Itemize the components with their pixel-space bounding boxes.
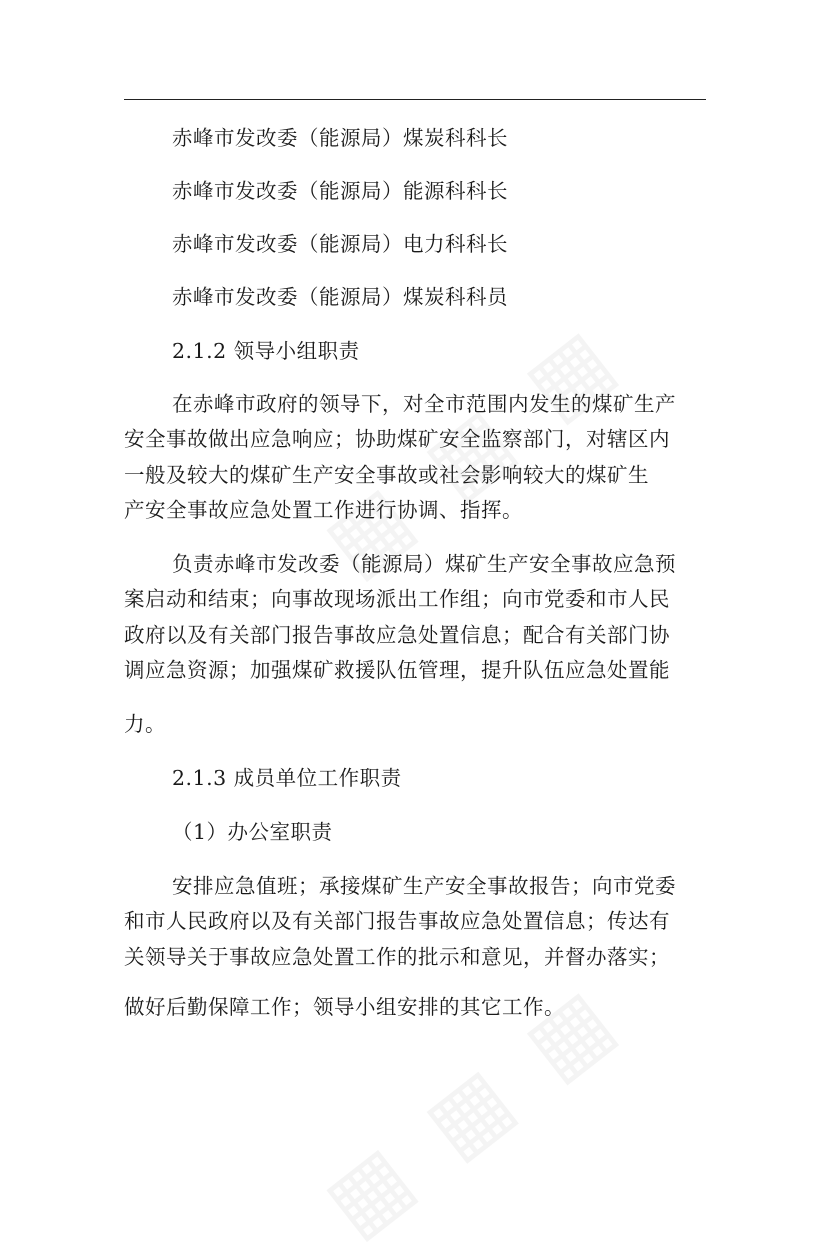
paragraph-line: 做好后勤保障工作；领导小组安排的其它工作。 — [124, 995, 565, 1019]
paragraph-line: 关领导关于事故应急处置工作的批示和意见，并督办落实； — [124, 945, 670, 969]
header-rule — [124, 99, 706, 100]
member-line: 赤峰市发改委（能源局）煤炭科科员 — [172, 285, 508, 309]
subsection-heading: （1）办公室职责 — [172, 820, 333, 844]
paragraph-line: 产安全事故应急处置工作进行协调、指挥。 — [124, 498, 523, 522]
paragraph-line: 案启动和结束；向事故现场派出工作组；向市党委和市人民 — [124, 587, 670, 611]
section-heading: 2.1.2 领导小组职责 — [172, 339, 360, 363]
paragraph-line: 力。 — [124, 712, 166, 736]
paragraph-line: 安全事故做出应急响应；协助煤矿安全监察部门，对辖区内 — [124, 427, 670, 451]
member-line: 赤峰市发改委（能源局）能源科科长 — [172, 179, 508, 203]
member-line: 赤峰市发改委（能源局）电力科科长 — [172, 232, 508, 256]
paragraph-line: 和市人民政府以及有关部门报告事故应急处置信息；传达有 — [124, 909, 670, 933]
section-heading: 2.1.3 成员单位工作职责 — [172, 766, 402, 790]
paragraph-line: 在赤峰市政府的领导下，对全市范围内发生的煤矿生产 — [172, 392, 676, 416]
paragraph-line: 一般及较大的煤矿生产安全事故或社会影响较大的煤矿生 — [124, 463, 649, 487]
member-line: 赤峰市发改委（能源局）煤炭科科长 — [172, 126, 508, 150]
paragraph-line: 政府以及有关部门报告事故应急处置信息；配合有关部门协 — [124, 623, 670, 647]
paragraph-line: 安排应急值班；承接煤矿生产安全事故报告；向市党委 — [172, 874, 676, 898]
paragraph-line: 负责赤峰市发改委（能源局）煤矿生产安全事故应急预 — [172, 552, 676, 576]
paragraph-line: 调应急资源；加强煤矿救援队伍管理，提升队伍应急处置能 — [124, 658, 670, 682]
